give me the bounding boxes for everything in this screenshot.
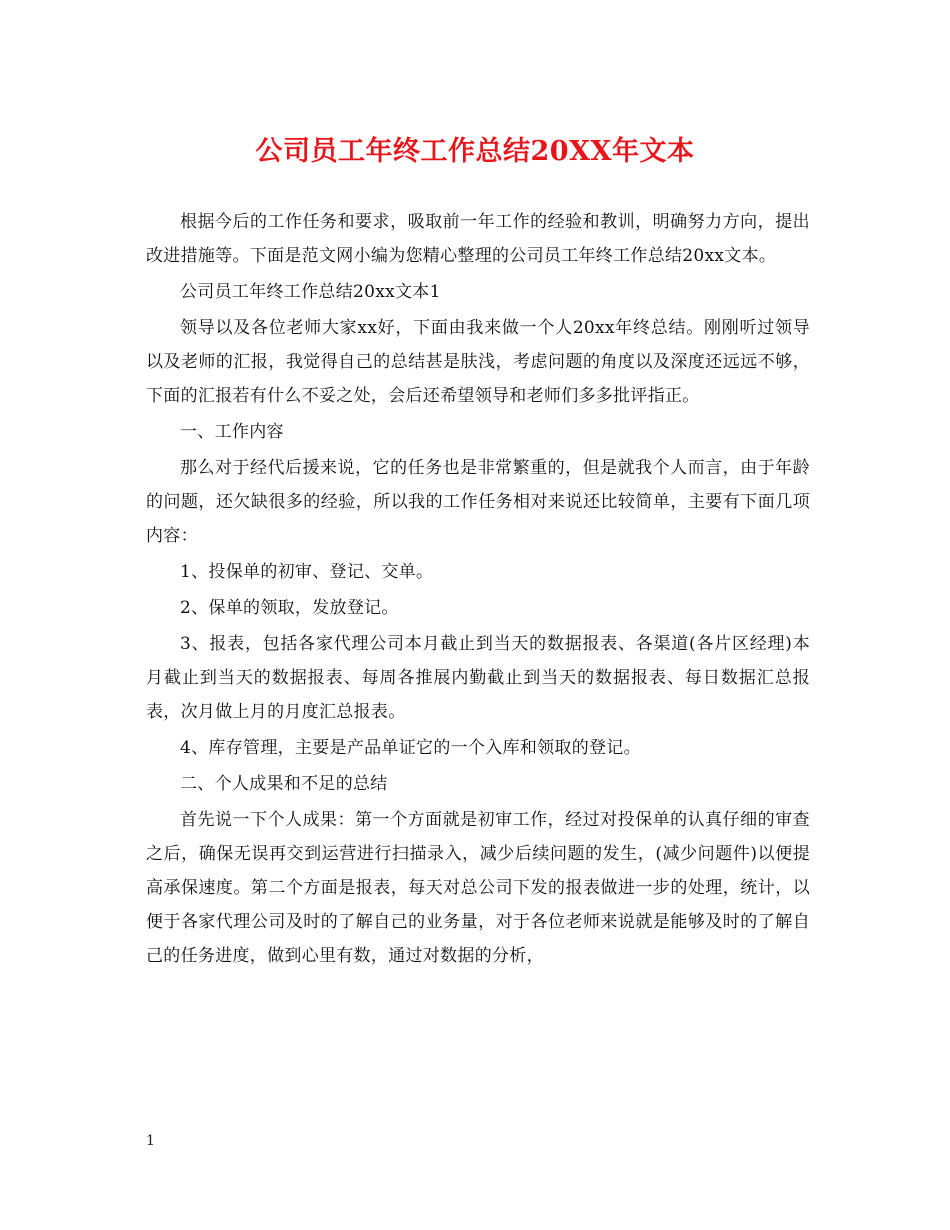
list-item-2: 2、保单的领取，发放登记。 <box>180 598 399 618</box>
paragraph-work-description: 那么对于经代后援来说，它的任务也是非常繁重的，但是就我个人而言，由于年龄的问题，还欠缺很多的经验，所以我的工作任务相对来说还比较简单，主要有下面几项内容： <box>146 458 810 546</box>
paragraph-intro: 根据今后的工作任务和要求，吸取前一年工作的经验和教训，明确努力方向，提出改进措施等。下面是范文网小编为您精心整理的公司员工年终工作总结20xx文本。 <box>146 212 810 266</box>
section-heading-results: 二、个人成果和不足的总结 <box>180 774 388 794</box>
paragraph-results: 首先说一下个人成果：第一个方面就是初审工作，经过对投保单的认真仔细的审查之后，确保无误再交到运营进行扫描录入，减少后续问题的发生，(减少问题件)以便提高承保速度。第二个方面是报表，每天对总公司下发的报表做进一步的处理，统计，以便于各家代理公司及时的了解自己的业务量，对于各位老师来说就是能够及时的了解自己的任务进度，做到心里有数，通过对数据的分析， <box>146 810 810 966</box>
document-title: 公司员工年终工作总结20XX年文本 <box>255 136 695 167</box>
paragraph-subtitle: 公司员工年终工作总结20xx文本1 <box>180 282 441 302</box>
list-item-3: 3、报表，包括各家代理公司本月截止到当天的数据报表、各渠道(各片区经理)本月截止到当天的数据报表、每周各推展内勤截止到当天的数据报表、每日数据汇总报表，次月做上月的月度汇总报表。 <box>146 634 810 722</box>
document-body <box>146 205 810 975</box>
page-number: 1 <box>146 1133 155 1149</box>
list-item-1: 1、投保单的初审、登记、交单。 <box>180 562 434 582</box>
list-item-4: 4、库存管理，主要是产品单证它的一个入库和领取的登记。 <box>180 738 641 758</box>
section-heading-work-content: 一、工作内容 <box>180 422 284 442</box>
paragraph-greeting: 领导以及各位老师大家xx好，下面由我来做一个人20xx年终总结。刚刚听过领导以及老师的汇报，我觉得自己的总结甚是肤浅，考虑问题的角度以及深度还远远不够，下面的汇报若有什么不妥之处，会后还希望领导和老师们多多批评指正。 <box>146 318 810 406</box>
